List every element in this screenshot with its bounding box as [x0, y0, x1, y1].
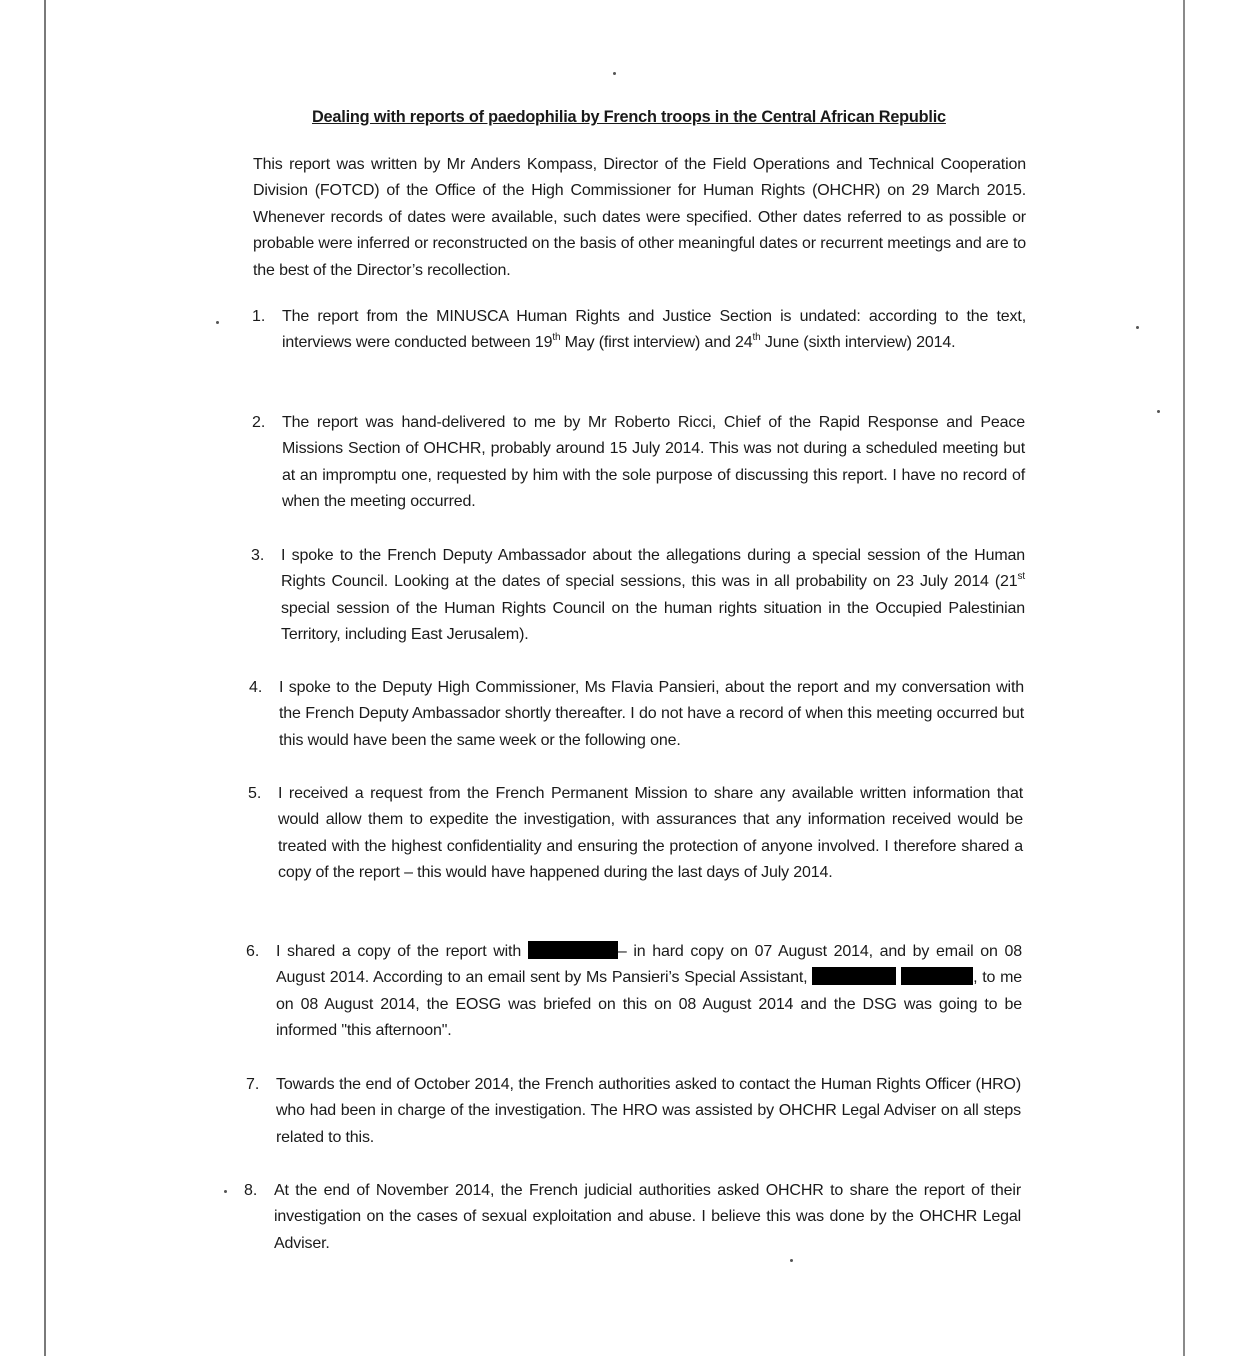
- list-item: At the end of November 2014, the French judicial authorities asked OHCHR to share the report of their investigation on the cases of sexual exploitation and abuse. I believe this was done by the OHCHR Legal Adviser.: [274, 1182, 1021, 1252]
- page-left-edge: [44, 0, 46, 1356]
- item-number: 4.: [249, 679, 263, 696]
- item-number: 1.: [252, 308, 266, 325]
- scan-speck: [613, 72, 616, 75]
- item-number: 7.: [246, 1076, 260, 1093]
- scan-speck: [1136, 326, 1139, 329]
- list-item: The report was hand-delivered to me by Mr Roberto Ricci, Chief of the Rapid Response and Peace Missions Section of OHCHR, probably around 15 July 2014. This was not during a scheduled meeting but at an impromptu one, requested by him with the sole purpose of discussing this report. I have no record of when the meeting occurred.: [282, 414, 1025, 511]
- intro-paragraph: This report was written by Mr Anders Kompass, Director of the Field Operations and Technical Cooperation Division (FOTCD) of the Office of the High Commissioner for Human Rights (OHCHR) on 29 March 2015. Whenever records of dates were available, such dates were specified. Other dates referred to as possible or probable were inferred or reconstructed on the basis of other meaningful dates or recurrent meetings and are to the best of the Director’s recollection.: [253, 156, 1026, 279]
- document-title: Dealing with reports of paedophilia by French troops in the Central African Republic: [312, 108, 946, 126]
- item-number: 5.: [248, 785, 262, 802]
- scan-speck: [216, 321, 219, 324]
- list-item: I received a request from the French Permanent Mission to share any available written information that would allow them to expedite the investigation, with assurances that any information received would be treated with the highest confidentiality and ensuring the protection of anyone involved. I therefore shared a copy of the report – this would have happened during the last days of July 2014.: [278, 785, 1023, 882]
- redaction-box: [528, 941, 618, 959]
- item-number: 3.: [251, 547, 265, 564]
- item-number: 6.: [246, 943, 260, 960]
- page-right-edge: [1183, 0, 1185, 1356]
- item-number: 8.: [244, 1182, 258, 1199]
- list-item: I spoke to the French Deputy Ambassador about the allegations during a special session of the Human Rights Council. Looking at the dates of special sessions, this was in all probability on 23 July 2014 (21st special session of the Human Rights Council on the human rights situation in the Occupied Palestinian Territory, including East Jerusalem).: [281, 547, 1025, 644]
- list-item: I shared a copy of the report with – in hard copy on 07 August 2014, and by email on 08 August 2014. According to an email sent by Ms Pansieri’s Special Assistant, , to me on 08 August 2014, the EOSG was briefed on this on 08 August 2014 and the DSG was going to be informed "this afternoon".: [276, 943, 1023, 1040]
- item-number: 2.: [252, 414, 266, 431]
- list-item: The report from the MINUSCA Human Rights and Justice Section is undated: according to the text, interviews were conducted between 19th May (first interview) and 24th June (sixth interview) 2014.: [282, 308, 1026, 352]
- redaction-box: [812, 967, 896, 985]
- scan-speck: [224, 1190, 227, 1193]
- scan-speck: [1157, 410, 1160, 413]
- list-item: Towards the end of October 2014, the French authorities asked to contact the Human Rights Officer (HRO) who had been in charge of the investigation. The HRO was assisted by OHCHR Legal Adviser on all steps related to this.: [276, 1076, 1021, 1146]
- redaction-box: [901, 967, 973, 985]
- list-item: I spoke to the Deputy High Commissioner, Ms Flavia Pansieri, about the report and my conversation with the French Deputy Ambassador shortly thereafter. I do not have a record of when this meeting occurred but this would have been the same week or the following one.: [279, 679, 1024, 749]
- scan-speck: [790, 1259, 793, 1262]
